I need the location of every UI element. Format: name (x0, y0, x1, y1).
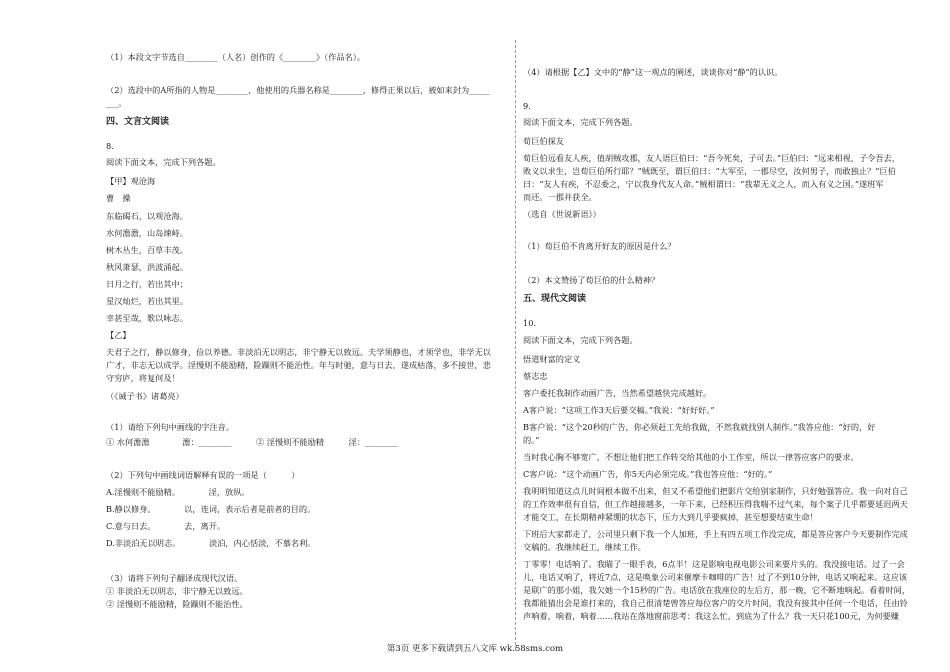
text-line: 夫君子之行，静以修身，俭以养德。非淡泊无以明志，非宁静无以致远。夫学须静也，才须学也，非学无以 (106, 347, 491, 357)
text-line: 9. (523, 101, 531, 111)
text-line: （《诫子书》诸葛亮） (106, 391, 184, 401)
text-line: 败义以求生，岂荀巨伯所行耶？”贼既至，谓巨伯曰：“大军至，一郡尽空，汝何男子，而敢独止？”巨伯 (523, 166, 896, 176)
text-line: （2）下列句中画线词语解释有误的一项是（ ） (106, 470, 300, 480)
text-line: 曰：“友人有疾，不忍委之，宁以我身代友人命。”贼相谓曰：“我辈无义之人，而入有义之国。”遂班军 (523, 179, 884, 189)
text-line: 曹 操 (106, 193, 131, 203)
text-line: 的工作效率很有自信，但工作越接越多，一年下来，已经积压得我喘不过气来，每个案子几乎都要延迟两天 (523, 499, 908, 509)
text-line: 我都能猜出会是谁打来的，我自己很清楚曾答应每位客户的交片时间，我没有接其中任何一个电话，任由铃 (523, 598, 908, 608)
text-line: 的。” (523, 435, 540, 445)
text-line: 【甲】观沧海 (106, 176, 156, 186)
text-line: 幸甚至哉，歌以咏志。 (106, 313, 188, 323)
text-line: 丁零零！电话响了。我瞄了一眼手表，6点半！这是影响电视电影公司来要片头的。我没接电话。过了一会 (523, 559, 905, 569)
text-line: 荀巨伯探友 (523, 136, 564, 146)
text-line: 交稿的。我继续赶工，继续工作。 (523, 542, 646, 552)
text-line: （2）选段中的A所指的人物是________，他使用的兵器名称是________，修得正果以后，被如来封为_____ (106, 85, 490, 95)
text-line: A客户说：“这项工作3天后要交稿。”我说：“好好好。” (523, 405, 715, 415)
text-line: 下班后大家都走了，公司里只剩下我一个人加班，手上有四五项工作没完成，都是答应客户今天要制作完成 (523, 529, 908, 539)
text-line: 荀巨伯远看友人疾，值胡贼攻郡，友人语巨伯曰：“吾今死矣，子可去。”巨伯曰：“远来相视，子令吾去， (523, 153, 900, 163)
text-line: 我明明知道这点儿时间根本做不出来，但又不希望他们把影片交给别家制作，只好勉强答应。我一向对自己 (523, 486, 908, 496)
text-line: ___。 (106, 98, 127, 108)
section-heading: 五、现代文阅读 (523, 294, 587, 304)
text-line: （1）荀巨伯不肯离开好友的原因是什么？ (523, 241, 676, 251)
text-line: （1）本段文字节选自________（人名）创作的《________》（作品名）。 (106, 52, 366, 62)
text-line: C.意与日去。 去，离开。 (106, 521, 226, 531)
text-line: 而还。一郡并获全。 (523, 192, 597, 202)
text-line: ① 水何澹澹 澹：________ ② 淫慢则不能励精 淫：________ (106, 437, 398, 447)
text-line: 10. (523, 318, 537, 328)
text-line: 8. (106, 141, 114, 151)
text-line: 阅读下面文本，完成下列各题。 (106, 157, 221, 167)
text-line: 东临碣石，以观沧海。 (106, 211, 188, 221)
text-line: A.淫慢则不能励精。 淫，放纵。 (106, 487, 250, 497)
text-line: ① 非淡泊无以明志，非宁静无以致远。 (106, 586, 248, 596)
text-line: 悟道财富的定义 (523, 354, 581, 364)
text-line: （1）请给下列句中画线的字注音。 (106, 422, 235, 432)
text-line: 阅读下面文本，完成下列各题。 (523, 117, 638, 127)
text-line: 日月之行，若出其中； (106, 279, 188, 289)
text-line: 客户委托我制作动画广告，当然希望越快完成越好。 (523, 388, 712, 398)
text-line: 儿，电话又响了，将近7点，这是唤象公司来催摩卡咖啡的广告！过了不到10分钟，电话又响起来。这应该 (523, 572, 908, 582)
text-line: C客户说：“这个动画广告，你5天内必须完成。”我也答应他：“好的。” (523, 469, 773, 479)
text-line: 蔡志忠 (523, 371, 548, 381)
text-line: 【乙】 (106, 330, 131, 340)
text-line: 秋风萧瑟，洪波涌起。 (106, 262, 188, 272)
text-line: （2）本文赞扬了荀巨伯的什么精神？ (523, 275, 660, 285)
text-line: D.非淡泊无以明志。 淡泊，内心恬淡，不慕名利。 (106, 538, 316, 548)
text-line: 树木丛生，百草丰茂。 (106, 245, 188, 255)
text-line: 是联广的那小姐，我欠她一个15秒的广告。电话放在我座位的左后方，那一晚，它不断地响起。看着时间， (523, 585, 911, 595)
text-line: （选自《世说新语》） (523, 209, 601, 219)
text-line: 声响着，响着，响着……我站在落地窗前思考：我这么忙，到底为了什么？我一天只花100元，为何要赚 (523, 611, 899, 621)
text-line: 阅读下面文本，完成下列各题。 (523, 335, 638, 345)
text-line: B客户说：“这个20秒的广告，你必须赶工先给我做，不然我就找别人制作。”我答应他：“好的，好 (523, 422, 876, 432)
text-line: 星汉灿烂，若出其里。 (106, 296, 188, 306)
text-line: 守穷庐，将复何及！ (106, 373, 180, 383)
column-divider (515, 40, 516, 650)
section-heading: 四、文言文阅读 (106, 117, 170, 127)
text-line: （4）请根据【乙】文中的“静”这一观点的阐述，谈谈你对“静”的认识。 (523, 67, 783, 77)
text-line: 水何澹澹，山岛竦峙。 (106, 228, 188, 238)
text-line: 广才，非志无以成学。淫慢则不能励精，险躁则不能治性。年与时驰，意与日去，遂成枯落，多不接世，悲 (106, 360, 491, 370)
text-line: 当时我心胸不够宽广，不想让他们把工作转交给其他的小工作室，所以一律答应客户的要求。 (523, 452, 859, 462)
text-line: ② 淫慢则不能励精，险躁则不能治性。 (106, 599, 248, 609)
page-footer: 第3页 更多下载请到五八文库 wk.58sms.com (386, 644, 564, 654)
text-line: （3）请将下列句子翻译成现代汉语。 (106, 573, 243, 583)
text-line: 才能交工，在长期精神紧绷的状态下，压力大到几乎要疯掉，甚至想要结束生命！ (523, 512, 818, 522)
text-line: B.静以修身。 以，连词，表示后者是前者的目的。 (106, 504, 316, 514)
